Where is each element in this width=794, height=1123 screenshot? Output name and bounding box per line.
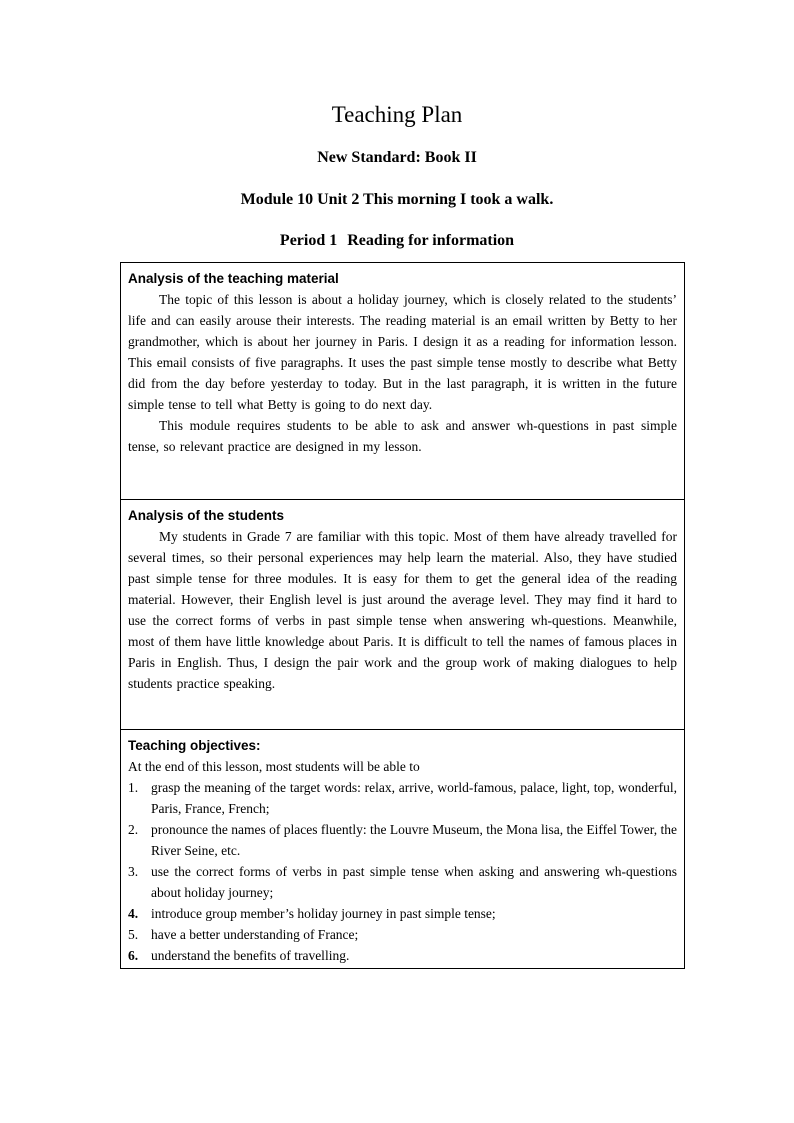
students-heading: Analysis of the students bbox=[128, 508, 285, 523]
objectives-section bbox=[121, 730, 684, 968]
item-number: 6. bbox=[128, 948, 139, 963]
item-number: 1. bbox=[128, 780, 139, 795]
period-subtitle bbox=[0, 232, 794, 250]
item-text: understand the benefits of travelling. bbox=[151, 948, 350, 963]
objectives-list bbox=[128, 777, 677, 966]
item-text: pronounce the names of places fluently: the Louvre Museum, the Mona lisa, the Eiffel Tower, the River Seine, etc. bbox=[151, 822, 677, 858]
objectives-intro: At the end of this lesson, most students will be able to bbox=[128, 759, 420, 774]
book-subtitle: New Standard: Book II bbox=[317, 149, 477, 166]
material-paragraph: This module requires students to be able to ask and answer wh-questions in past simple tense, so relevant practice are designed in my lesson. bbox=[128, 418, 677, 454]
list-item bbox=[128, 945, 677, 966]
list-item bbox=[128, 861, 677, 903]
item-number: 5. bbox=[128, 927, 139, 942]
item-number: 4. bbox=[128, 906, 139, 921]
material-section bbox=[121, 263, 684, 500]
students-section bbox=[121, 500, 684, 730]
plan-table bbox=[120, 262, 685, 969]
item-number: 2. bbox=[128, 822, 139, 837]
period-label: Period 1 bbox=[279, 232, 338, 249]
list-item bbox=[128, 903, 677, 924]
item-text: have a better understanding of France; bbox=[151, 927, 359, 942]
item-number: 3. bbox=[128, 864, 139, 879]
material-paragraph: The topic of this lesson is about a holiday journey, which is closely related to the students’ life and can easily arouse their interests. The reading material is an email written by Betty to her grandmother, which is about her journey in Paris. I design it as a reading for information lesson. This email consists of five paragraphs. It uses the past simple tense mostly to describe what Betty did from the day before yesterday to today. But in the last paragraph, it is written in the future simple tense to tell what Betty is going to do next day. bbox=[128, 292, 677, 412]
material-heading: Analysis of the teaching material bbox=[128, 271, 339, 286]
item-text: introduce group member’s holiday journey in past simple tense; bbox=[151, 906, 496, 921]
list-item bbox=[128, 777, 677, 819]
students-paragraph: My students in Grade 7 are familiar with this topic. Most of them have already travelled for several times, so their personal experiences may help learn the material. Also, they have studied past simple tense for three modules. It is easy for them to get the general idea of the reading material. However, their English level is just around the average level. They may find it hard to use the correct forms of verbs in past simple tense when answering wh-questions. Meanwhile, most of them have little knowledge about Paris. It is difficult to tell the names of famous places in Paris in English. Thus, I design the pair work and the group work of making dialogues to help students practice speaking. bbox=[128, 529, 677, 691]
module-subtitle: Module 10 Unit 2 This morning I took a walk. bbox=[240, 191, 554, 208]
period-topic: Reading for information bbox=[347, 232, 515, 249]
item-text: grasp the meaning of the target words: relax, arrive, world-famous, palace, light, top, wonderful, Paris, France, French; bbox=[151, 780, 677, 816]
item-text: use the correct forms of verbs in past simple tense when asking and answering wh-questions about holiday journey; bbox=[151, 864, 677, 900]
document-title: Teaching Plan bbox=[331, 102, 463, 127]
list-item bbox=[128, 819, 677, 861]
objectives-heading: Teaching objectives: bbox=[128, 738, 261, 753]
list-item bbox=[128, 924, 677, 945]
